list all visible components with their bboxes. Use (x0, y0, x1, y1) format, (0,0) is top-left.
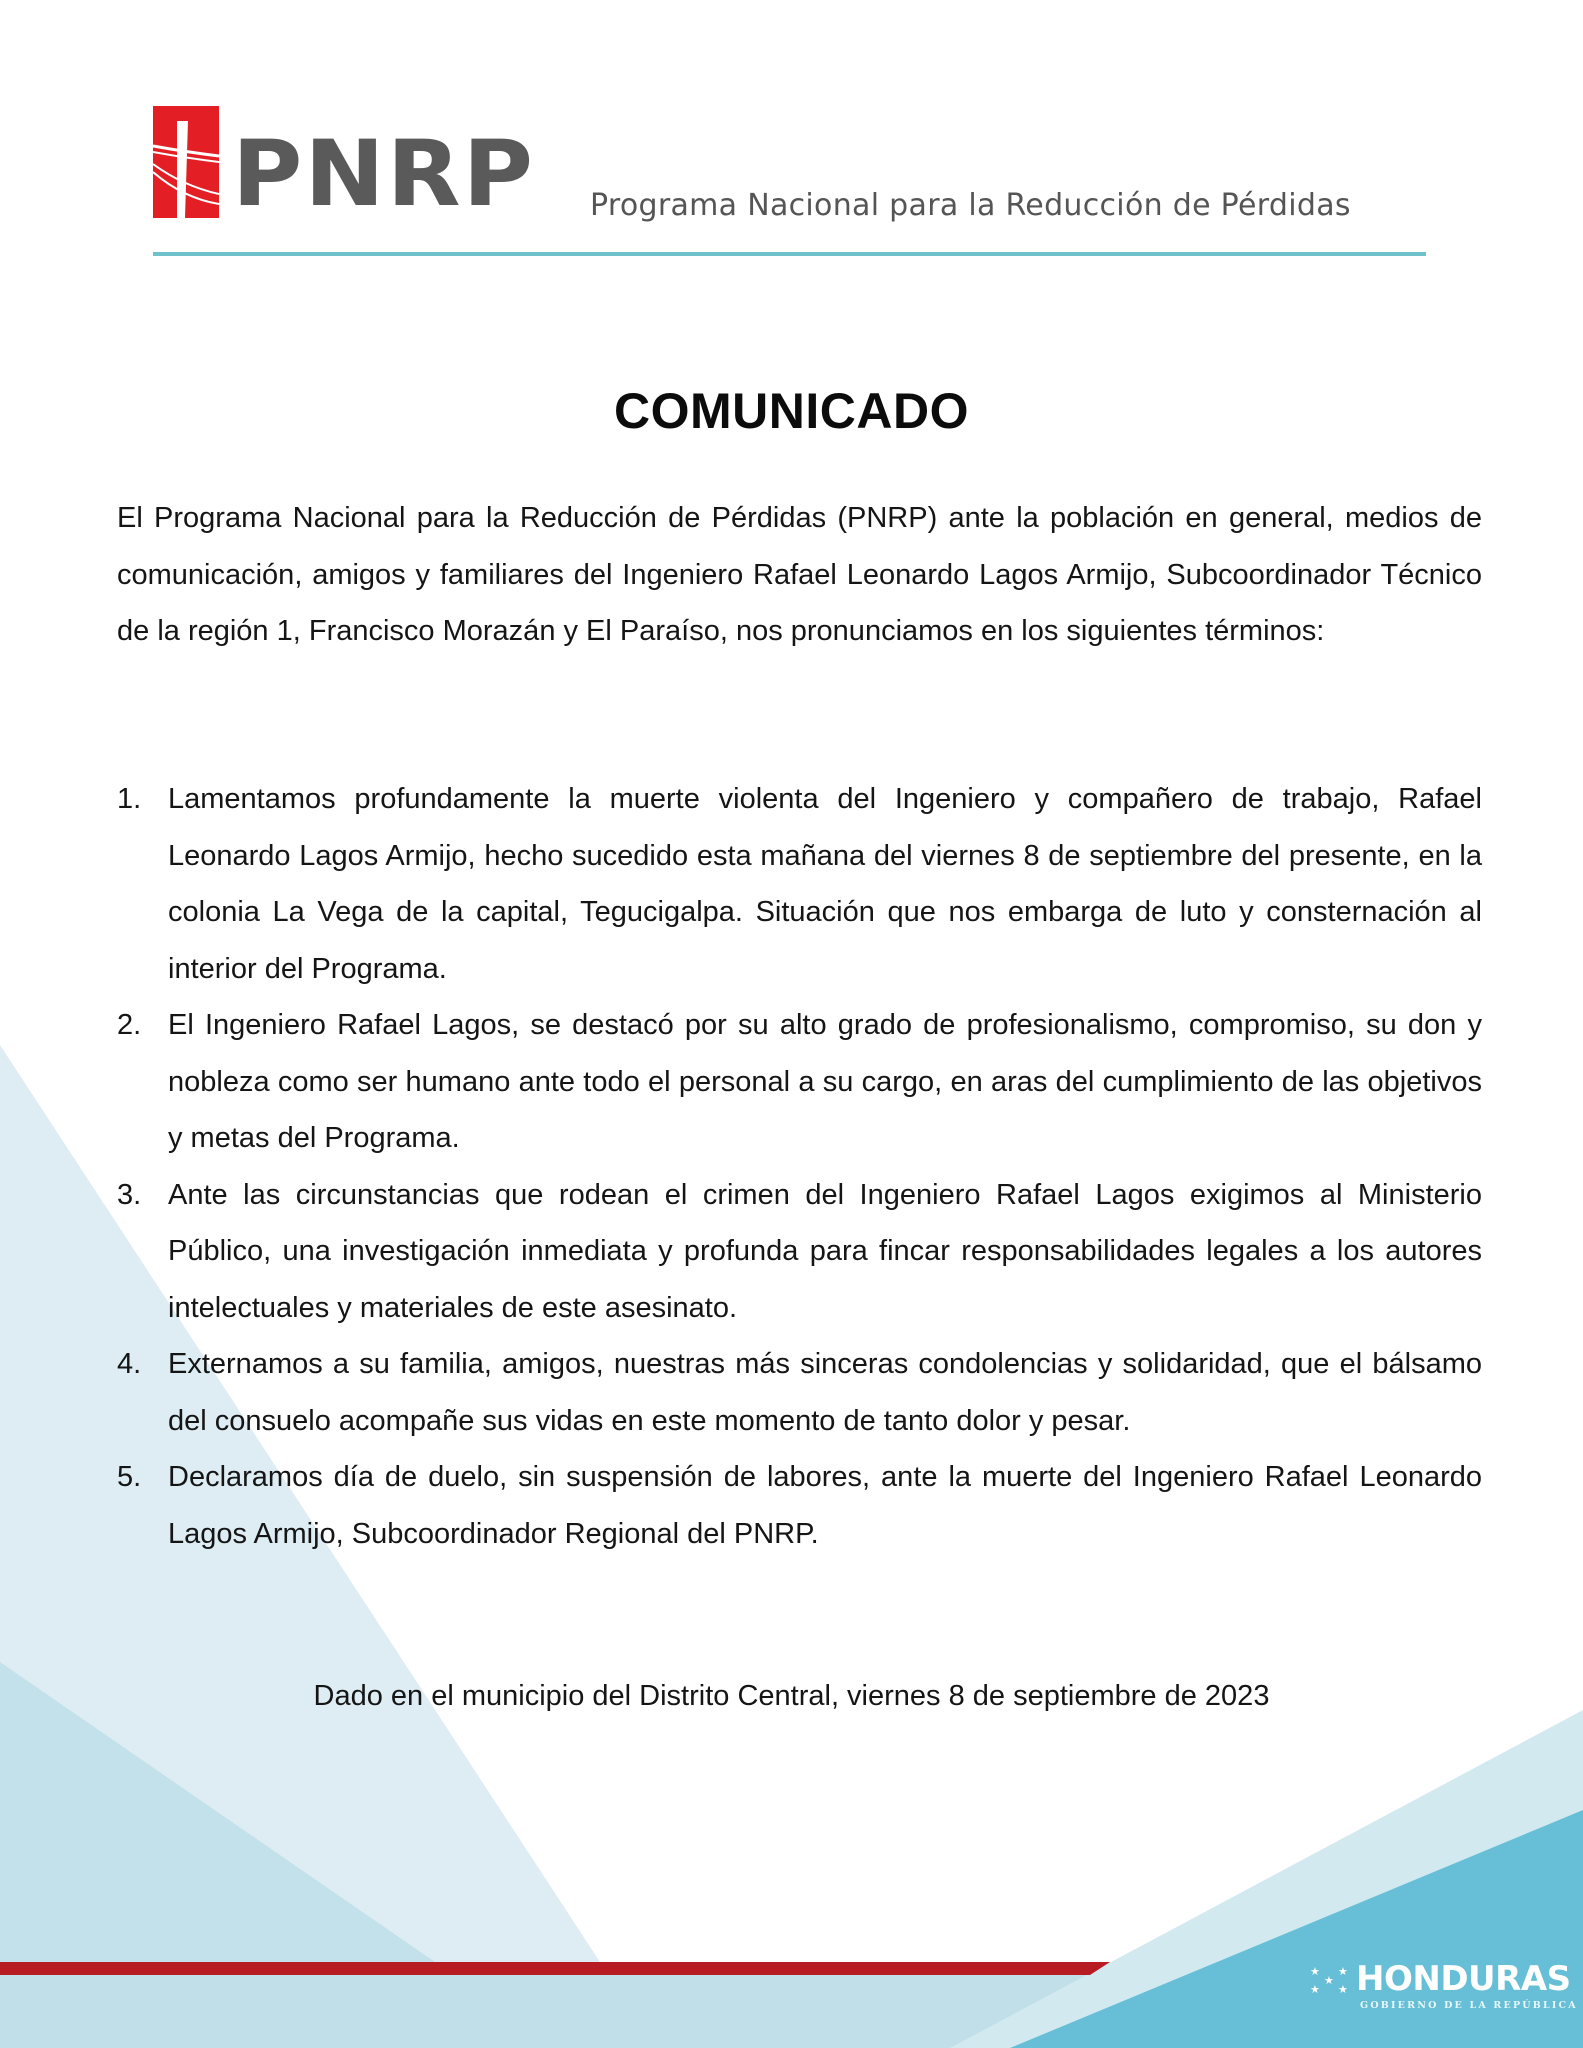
list-item-text: Lamentamos profundamente la muerte violenta del Ingeniero y compañero de trabajo, Rafael Leonardo Lagos Armijo, hecho sucedido esta mañana del viernes 8 de septiembre del presente, en la colonia La Vega de la capital, Tegucigalpa. Situación que nos embarga de luto y consternación al interior del Programa. (168, 783, 1482, 985)
list-item-number: 4. (117, 1348, 142, 1380)
svg-text:★: ★ (1338, 1983, 1348, 1996)
list-item-text: Declaramos día de duelo, sin suspensión de labores, ante la muerte del Ingeniero Rafael Leonardo Lagos Armijo, Subcoordinador Regional del PNRP. (168, 1461, 1482, 1550)
list-item (117, 1336, 1482, 1449)
honduras-wordmark: HONDURAS (1356, 1959, 1571, 1999)
document-title: COMUNICADO (614, 383, 969, 439)
intro-paragraph: El Programa Nacional para la Reducción de Pérdidas (PNRP) ante la población en general, medios de comunicación, amigos y familiares del Ingeniero Rafael Leonardo Lagos Armijo, Subcoordinador Técnico de la región 1, Francisco Morazán y El Paraíso, nos pronunciamos en los siguientes términos: (117, 502, 1482, 647)
honduras-subtitle: GOBIERNO DE LA REPÚBLICA (1360, 2000, 1578, 2011)
svg-text:★: ★ (1310, 1983, 1320, 1996)
logo-acronym: PNRP (232, 120, 535, 227)
list-item-number: 5. (117, 1461, 142, 1493)
list-item-number: 3. (117, 1178, 142, 1211)
svg-text:★: ★ (1324, 1974, 1334, 1987)
five-stars-icon (1308, 1964, 1352, 1996)
logo-subtitle: Programa Nacional para la Reducción de Pérdidas (590, 188, 1351, 223)
list-item (117, 771, 1482, 997)
list-item-number: 2. (117, 1009, 142, 1041)
closing-line: Dado en el municipio del Distrito Central, viernes 8 de septiembre de 2023 (313, 1680, 1270, 1712)
list-item-text: El Ingeniero Rafael Lagos, se destacó por su alto grado de profesionalismo, compromiso, su don y nobleza como ser humano ante todo el personal a su cargo, en aras del cumplimiento de las objetivos y metas del Programa. (168, 1009, 1482, 1154)
list-item (117, 997, 1482, 1167)
list-item-text: Externamos a su familia, amigos, nuestras más sinceras condolencias y solidaridad, que el bálsamo del consuelo acompañe sus vidas en este momento de tanto dolor y pesar. (168, 1348, 1482, 1437)
list-item (117, 1449, 1482, 1562)
header-divider (153, 252, 1426, 256)
statement-list (117, 771, 1482, 1562)
pnrp-logo-icon (153, 106, 219, 218)
list-item (117, 1167, 1482, 1337)
svg-text:★: ★ (1338, 1965, 1348, 1978)
list-item-text: Ante las circunstancias que rodean el crimen del Ingeniero Rafael Lagos exigimos al Ministerio Público, una investigación inmediata y profunda para fincar responsabilidades legales a los autores intelectuales y materiales de este asesinato. (168, 1178, 1482, 1324)
list-item-number: 1. (117, 783, 142, 815)
svg-text:★: ★ (1310, 1965, 1320, 1978)
